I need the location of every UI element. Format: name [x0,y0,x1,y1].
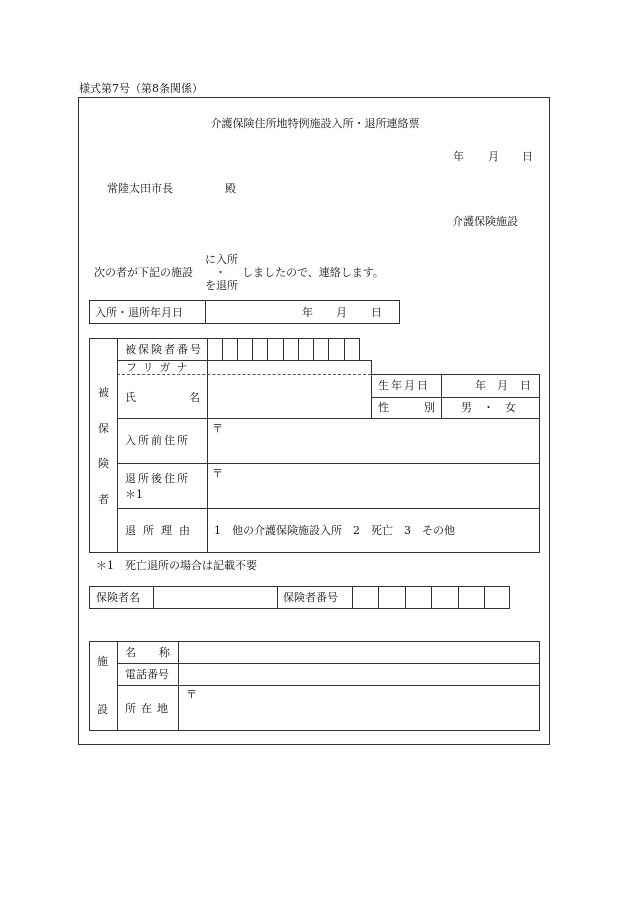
line [117,685,540,686]
sex-value: 男 ・ 女 [461,401,516,414]
reason-label: 退所理由 [125,524,197,537]
line [371,360,372,374]
digit-divider [344,338,345,360]
line [153,586,154,609]
insured-side-char: 保 [98,421,109,435]
digit-divider [458,586,459,609]
digit-divider [298,338,299,360]
birth-month: 月 [497,379,508,392]
digit-divider [267,338,268,360]
facility-name-label-1: 名 [125,645,136,659]
digit-divider [405,586,406,609]
line [117,641,118,731]
postal-mark: 〒 [212,422,223,435]
form-title: 介護保険住所地特例施設入所・退所連絡票 [210,117,420,130]
line [117,663,540,664]
insured-side-label [98,387,109,505]
facility-address-label: 所在地 [125,701,173,715]
notice-suffix: しましたので、連絡します。 [242,266,384,279]
reason-value: 1 他の介護保険施設入所 2 死亡 3 その他 [214,524,455,537]
line [117,338,118,553]
line [359,338,360,360]
insured-side-char: 険 [98,457,109,471]
name-label-2: 名 [189,390,200,404]
prev-address-label: 入所前住所 [125,434,190,447]
insurer-name-label: 保険者名 [96,591,140,604]
entry-exit-year: 年 [302,305,313,319]
digit-divider [484,586,485,609]
furigana-label: フリガナ [126,361,194,374]
birth-day: 日 [520,379,531,392]
addressee-honorific: 殿 [225,182,236,195]
entry-exit-day: 日 [371,305,382,319]
facility-postal-mark: 〒 [186,688,197,701]
sex-label-2: 別 [424,401,435,414]
date-month: 月 [488,150,499,163]
insured-side-char: 者 [98,492,109,506]
line [277,586,278,609]
footnote: ＊1 死亡退所の場合は記載不要 [96,559,257,572]
name-label-1: 氏 [125,390,136,404]
addressee-name: 常陸太田市長 [107,182,173,195]
digit-divider [252,338,253,360]
form-number: 様式第7号（第8条関係） [79,82,203,95]
furigana-dashed-line [117,374,371,375]
post-address-note: ＊1 [125,488,143,501]
digit-divider [328,338,329,360]
birth-year: 年 [475,379,486,392]
facility-side-label-1: 施 [97,655,108,668]
birth-date-label: 生年月日 [378,379,430,392]
digit-divider [222,338,223,360]
facility-name-label-2: 称 [159,645,170,659]
insured-number-label: 被保険者番号 [125,342,203,356]
insured-side-char: 被 [98,386,109,399]
line [441,374,442,418]
sex-label-1: 性 [378,401,389,414]
digit-divider [313,338,314,360]
notice-option-in: に入所 [205,253,238,266]
sender-label: 介護保険施設 [452,215,518,228]
digit-divider [431,586,432,609]
post-address-label: 退所後住所 [125,472,190,485]
line [117,463,540,464]
insurer-number-label: 保険者番号 [283,591,338,604]
notice-prefix: 次の者が下記の施設 [94,266,193,279]
date-year: 年 [453,150,464,163]
entry-exit-date-label: 入所・退所年月日 [95,305,183,319]
date-day: 日 [522,150,533,163]
line [371,374,372,418]
divider [205,300,206,324]
postal-mark: 〒 [212,467,223,480]
facility-side-label-2: 設 [97,703,108,716]
notice-option-out: を退所 [205,279,238,292]
digit-divider [283,338,284,360]
line [352,586,353,609]
facility-phone-label: 電話番号 [125,667,169,681]
line [178,641,179,731]
digit-divider [378,586,379,609]
digit-divider [237,338,238,360]
notice-separator: ・ [215,266,226,279]
entry-exit-month: 月 [336,305,347,319]
line [207,338,208,553]
